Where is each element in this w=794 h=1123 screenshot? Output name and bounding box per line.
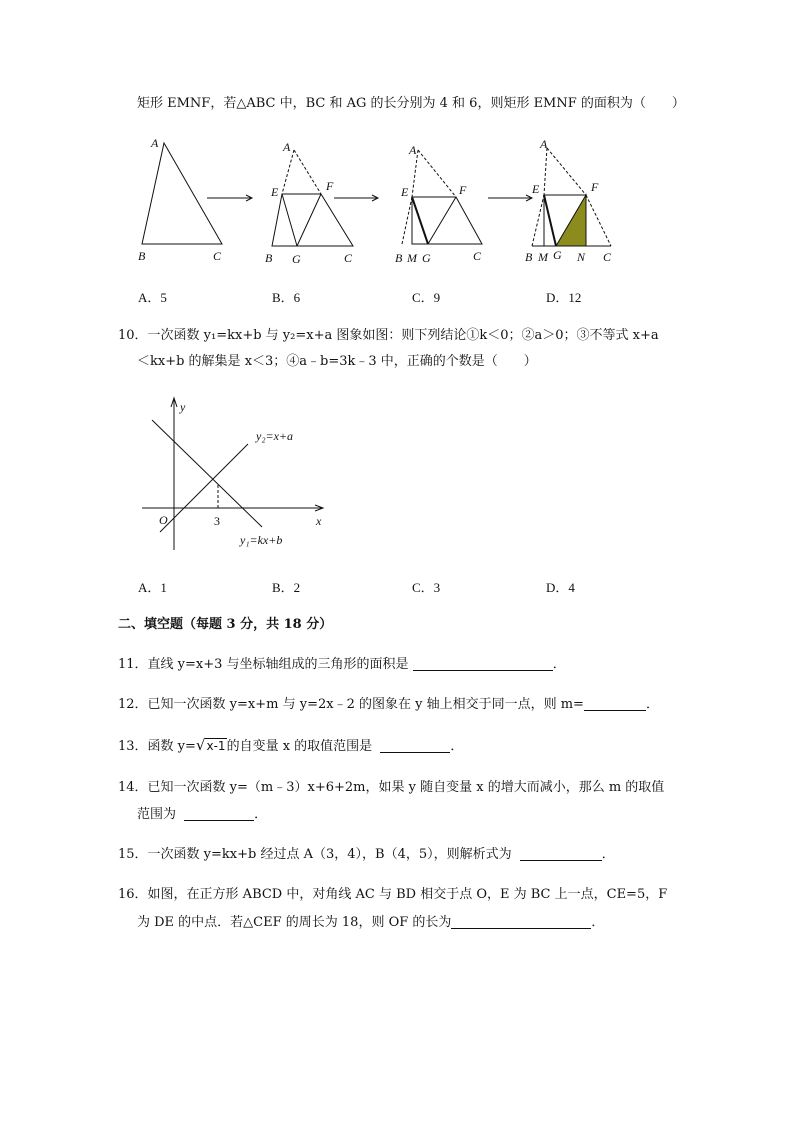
- sqrt-symbol: √: [195, 736, 206, 754]
- fig3-label-c: C: [473, 249, 482, 263]
- q9-text: 矩形 EMNF，若△ABC 中，BC 和 AG 的长分别为 4 和 6，则矩形 EMNF 的面积为（ ）: [137, 96, 685, 111]
- section-heading: 二、填空题（每题 3 分，共 18 分）: [118, 617, 333, 632]
- fig4-shaded-triangle: [556, 195, 586, 246]
- fig4-label-c: C: [603, 250, 612, 264]
- q9-option-b[interactable]: B．6: [272, 290, 301, 305]
- q9-option-d[interactable]: D．12: [546, 290, 582, 305]
- q14-end: ．: [254, 807, 268, 822]
- q10-option-b[interactable]: B．2: [272, 580, 301, 595]
- q14-line1: 14．已知一次函数 y=（m﹣3）x+6+2m，如果 y 随自变量 x 的增大而减小，那么 m 的取值: [118, 780, 665, 795]
- q11-answer-blank[interactable]: [413, 656, 553, 671]
- fig4-label-n: N: [577, 250, 586, 264]
- q13-answer-blank[interactable]: [380, 738, 450, 753]
- q11: [118, 655, 566, 675]
- q12-text: 12．已知一次函数 y=x+m 与 y=2x﹣2 的图象在 y 轴上相交于同一点，则 m=: [118, 697, 584, 712]
- fig1-label-a: A: [151, 136, 159, 150]
- fig1-label-b: B: [138, 249, 146, 263]
- q16-text: 为 DE 的中点．若△CEF 的周长为 18，则 OF 的长为: [137, 915, 452, 930]
- q10-option-d[interactable]: D．4: [546, 580, 575, 595]
- q9-option-a[interactable]: A．5: [138, 290, 167, 305]
- fig3-label-a: A: [409, 143, 417, 157]
- fig1-label-c: C: [213, 249, 222, 263]
- line-y1: [152, 420, 262, 527]
- q12: [118, 695, 659, 715]
- q12-end: ．: [645, 697, 659, 712]
- fig3-label-m: M: [407, 251, 417, 265]
- q16-line2: [137, 913, 604, 933]
- q13: [118, 735, 463, 757]
- fig4-label-f: F: [591, 180, 599, 194]
- fig2-label-f: F: [326, 179, 334, 193]
- graph-label-origin: O: [159, 513, 168, 527]
- q16-end: ．: [591, 915, 605, 930]
- q15: [118, 845, 615, 865]
- fig2-label-g: G: [292, 252, 301, 266]
- q13-radicand: x-1: [206, 739, 226, 753]
- fig3-label-g: G: [422, 251, 431, 265]
- q10-option-a[interactable]: A．1: [138, 580, 167, 595]
- q10-graph: [0, 385, 794, 565]
- q14-text: 范围为: [137, 807, 177, 822]
- q10-text-line1: 10．一次函数 y₁=kx+b 与 y₂=x+a 图象如图：则下列结论①k＜0；②a＞0；③不等式 x+a: [118, 328, 659, 343]
- q11-text: 11．直线 y=x+3 与坐标轴组成的三角形的面积是: [118, 657, 409, 672]
- q15-end: ．: [601, 847, 615, 862]
- line-y2: [160, 444, 248, 532]
- q14-answer-blank[interactable]: [184, 806, 254, 821]
- q14-line2: [137, 805, 267, 825]
- fig4-label-g: G: [553, 248, 562, 262]
- q16-line1: 16．如图，在正方形 ABCD 中，对角线 AC 与 BD 相交于点 O，E 为 BC 上一点，CE=5，F: [118, 887, 668, 902]
- q11-end: ．: [552, 657, 566, 672]
- fig4-label-b: B: [525, 250, 533, 264]
- q15-answer-blank[interactable]: [520, 846, 602, 861]
- q9-option-c[interactable]: C．9: [412, 290, 441, 305]
- q13-end: ．: [450, 739, 464, 754]
- q10-text-line2: ＜kx+b 的解集是 x＜3；④a﹣b=3k﹣3 中，正确的个数是（ ）: [137, 354, 537, 369]
- graph-label-y2: y₂=x+a: [256, 429, 294, 443]
- fig2-label-a: A: [283, 140, 291, 154]
- graph-label-y1: y₁=kx+b: [240, 533, 283, 547]
- fig2-label-c: C: [344, 251, 353, 265]
- q13-post: 的自变量 x 的取值范围是: [226, 739, 373, 754]
- fig4-label-e: E: [532, 182, 540, 196]
- q10-option-c[interactable]: C．3: [412, 580, 441, 595]
- fig3-shape: [412, 197, 482, 244]
- fig2-label-b: B: [265, 251, 273, 265]
- fig3-label-f: F: [459, 183, 467, 197]
- graph-label-x: x: [316, 514, 322, 528]
- fig2-label-e: E: [271, 185, 279, 199]
- fig3-label-e: E: [401, 185, 409, 199]
- q13-pre: 13．函数 y=: [118, 739, 196, 754]
- q15-text: 15．一次函数 y=kx+b 经过点 A（3，4），B（4，5），则解析式为: [118, 847, 512, 862]
- fig4-label-a: A: [540, 137, 548, 151]
- graph-label-y: y: [180, 400, 186, 414]
- q12-answer-blank[interactable]: [584, 696, 646, 711]
- q16-answer-blank[interactable]: [451, 914, 591, 929]
- fig1-triangle: [142, 143, 222, 244]
- fig4-label-m: M: [538, 250, 548, 264]
- graph-label-tick: 3: [214, 514, 220, 528]
- fig3-label-b: B: [395, 251, 403, 265]
